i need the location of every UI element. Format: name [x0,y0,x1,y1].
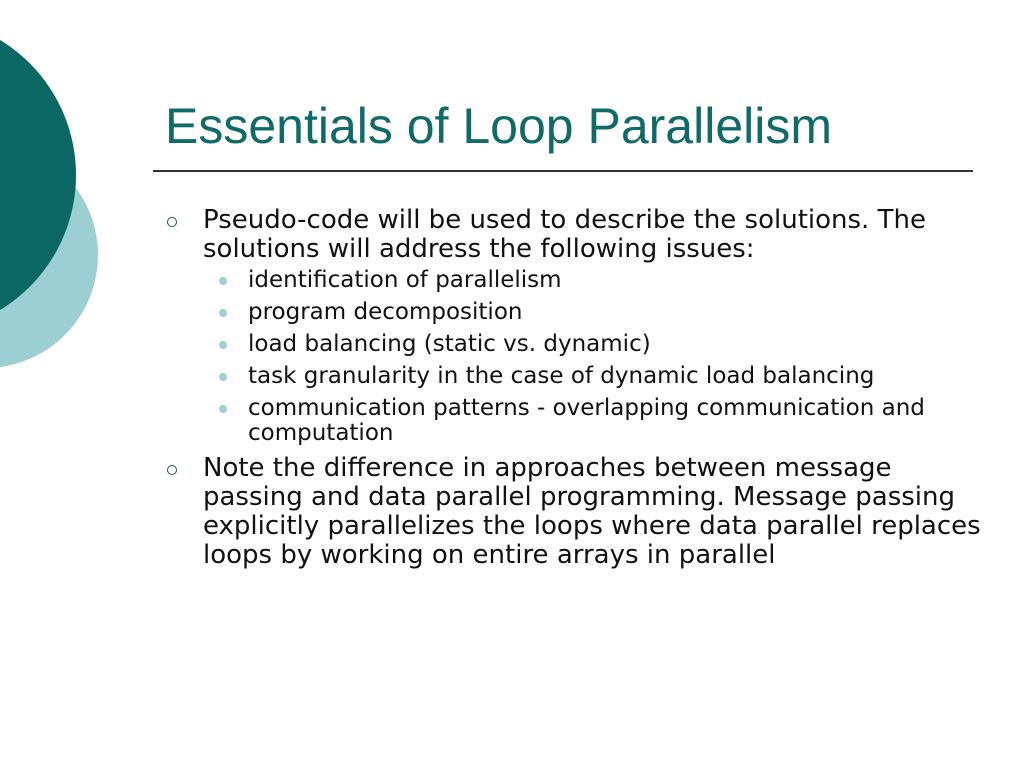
sub-bullet-text: identification of parallelism [248,267,562,293]
sub-bullet-text: load balancing (static vs. dynamic) [248,331,651,357]
sub-bullet-text: task granularity in the case of dynamic load balancing [248,363,875,389]
ring-bullet-icon [167,465,177,475]
sub-bullet-item [203,300,995,325]
bullet-item [165,206,995,446]
bullet-text: Pseudo-code will be used to describe the solutions. The solutions will address the following issues: [203,205,926,264]
title-divider [153,170,973,172]
sub-bullet-text: communication patterns - overlapping communication and computation [248,395,925,446]
sub-bullet-item [203,332,995,357]
dot-bullet-icon [219,405,227,413]
decorative-circles [0,0,110,420]
slide-title: Essentials of Loop Parallelism [165,98,832,154]
sub-bullet-item [203,364,995,389]
bullet-item [165,454,995,570]
slide-content [165,206,995,570]
sub-bullet-list [203,268,995,446]
dot-bullet-icon [219,277,227,285]
sub-bullet-item [203,396,995,446]
dot-bullet-icon [219,341,227,349]
dot-bullet-icon [219,309,227,317]
dot-bullet-icon [219,373,227,381]
sub-bullet-text: program decomposition [248,299,523,325]
ring-bullet-icon [167,217,177,227]
sub-bullet-item [203,268,995,293]
bullet-text: Note the difference in approaches between message passing and data parallel programming. Message passing explicitly parallelizes the loops where data parallel replaces loops by working on entire arrays in parallel [203,453,981,570]
